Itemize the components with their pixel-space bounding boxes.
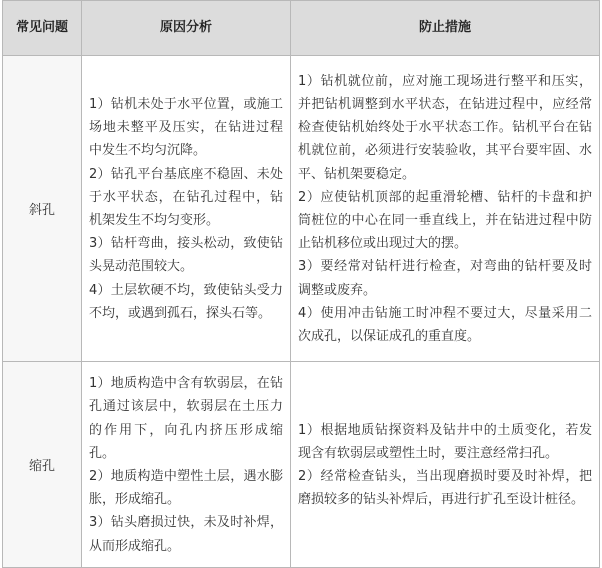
prevention-item: 2）经常检查钻头，当出现磨损时要及时补焊，把磨损较多的钻头补焊后，再进行扩孔至设计桩径。 [298, 469, 592, 508]
prevention-cell [291, 362, 600, 568]
cause-item: 4）土层软硬不均，致使钻头受力不均，或遇到孤石，探头石等。 [89, 282, 283, 321]
prevention-cell [291, 56, 600, 362]
prevention-item: 2）应使钻机顶部的起重滑轮槽、钻杆的卡盘和护筒桩位的中心在同一垂直线上，并在钻进过程中防止钻机移位或出现过大的摆。 [298, 189, 592, 252]
prevention-item: 4）使用冲击钻施工时冲程不要过大，尽量采用二次成孔，以保证成孔的重直度。 [298, 305, 592, 345]
cause-cell [82, 362, 291, 568]
issues-table [2, 0, 600, 568]
cause-item: 3）钻头磨损过快，未及时补焊，从而形成缩孔。 [89, 515, 283, 554]
header-row [3, 1, 600, 56]
prevention-item: 3）要经常对钻杆进行检查，对弯曲的钻杆要及时调整或废弃。 [298, 259, 592, 298]
header-cause: 原因分析 [82, 1, 291, 56]
header-issue-label: 常见问题 [15, 20, 68, 35]
cause-item: 1）钻机未处于水平位置，或施工场地未整平及压实，在钻进过程中发生不均匀沉降。 [89, 96, 283, 159]
table-row [3, 56, 600, 362]
cause-item: 1）地质构造中含有软弱层，在钻孔通过该层中，软弱层在土压力的作用下，向孔内挤压形成缩孔。 [89, 376, 283, 461]
issue-cell: 缩孔 [3, 362, 82, 568]
cause-item: 3）钻杆弯曲，接头松动，致使钻头晃动范围较大。 [89, 236, 283, 275]
header-prevention: 防止措施 [291, 1, 600, 56]
cause-cell [82, 56, 291, 362]
header-issue [3, 1, 82, 56]
cause-item: 2）地质构造中塑性土层，遇水膨胀，形成缩孔。 [89, 469, 283, 508]
issue-cell: 斜孔 [3, 56, 82, 362]
cause-item: 2）钻孔平台基底座不稳固、未处于水平状态，在钻孔过程中，钻机架发生不均匀变形。 [89, 166, 283, 228]
table-row [3, 362, 600, 568]
prevention-item: 1）钻机就位前，应对施工现场进行整平和压实，并把钻机调整到水平状态，在钻进过程中，应经常检查使钻机始终处于水平状态工作。钻机平台在钻机就位前，必须进行安装验收，其平台要牢固、水平、钻机架要稳定。 [298, 73, 592, 182]
prevention-item: 1）根据地质钻探资料及钻井中的土质变化，若发现含有软弱层或塑性土时，要注意经常扫孔。 [298, 422, 592, 461]
